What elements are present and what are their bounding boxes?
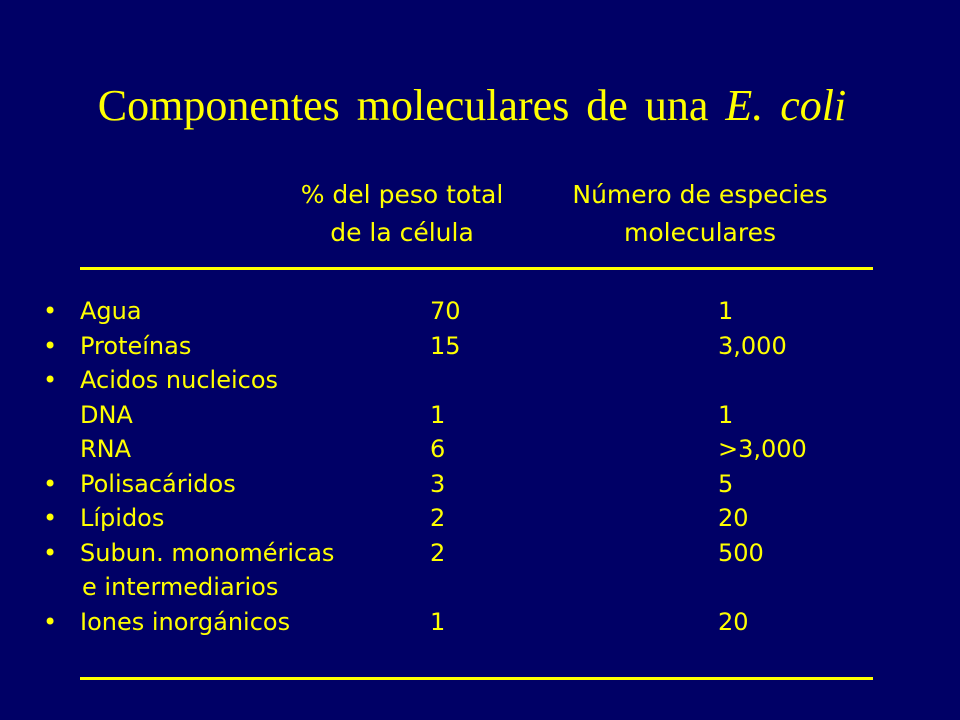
table-row	[0, 467, 960, 502]
row-weight-value: 6	[430, 435, 446, 463]
row-species-value: 500	[718, 538, 764, 567]
bullet-icon: •	[43, 469, 58, 498]
bullet-icon: •	[43, 297, 58, 325]
title-species: E. coli	[725, 81, 847, 130]
table-row	[0, 536, 960, 571]
row-label: RNA	[80, 435, 132, 463]
row-label: Acidos nucleicos	[80, 366, 279, 394]
row-species-value: >3,000	[718, 435, 807, 463]
table-body	[0, 294, 960, 639]
row-species-value: 1	[718, 297, 734, 325]
bullet-icon: •	[43, 331, 58, 360]
row-weight-value: 1	[430, 607, 446, 636]
row-species-value: 1	[718, 400, 734, 429]
bullet-icon: •	[43, 538, 58, 567]
row-label: Lípidos	[80, 504, 165, 532]
row-species-value: 5	[718, 469, 734, 498]
column-header-weight-line1: % del peso total	[300, 180, 504, 209]
table-row	[0, 363, 960, 398]
row-label: Iones inorgánicos	[80, 607, 291, 636]
table-row	[0, 398, 960, 433]
row-label: Polisacáridos	[80, 469, 236, 498]
column-header-species-line1: Número de especies	[572, 180, 828, 209]
row-label: Proteínas	[80, 331, 192, 360]
row-weight-value: 1	[430, 400, 446, 429]
row-species-value: 20	[718, 607, 749, 636]
row-label: DNA	[80, 400, 133, 429]
row-label: e intermediarios	[82, 573, 279, 601]
row-label: Agua	[80, 297, 142, 325]
row-weight-value: 15	[430, 331, 461, 360]
title-main: Componentes moleculares de una	[97, 81, 709, 130]
column-header-species-line2: moleculares	[624, 218, 776, 247]
table-row	[0, 294, 960, 329]
bottom-rule	[80, 677, 873, 680]
row-weight-value: 3	[430, 469, 446, 498]
table-row	[0, 501, 960, 536]
bullet-icon: •	[43, 366, 58, 394]
column-header-weight-line2: de la célula	[330, 218, 474, 247]
row-weight-value: 70	[430, 297, 461, 325]
row-species-value: 20	[718, 504, 749, 532]
table-row	[0, 605, 960, 640]
row-species-value: 3,000	[718, 331, 787, 360]
row-weight-value: 2	[430, 538, 446, 567]
row-weight-value: 2	[430, 504, 446, 532]
top-rule	[80, 267, 873, 270]
table-row	[0, 329, 960, 364]
slide-title	[0, 78, 944, 134]
column-header-weight	[266, 176, 538, 252]
column-header-species	[545, 176, 855, 252]
table-row	[0, 432, 960, 467]
row-label: Subun. monoméricas	[80, 538, 335, 567]
bullet-icon: •	[43, 504, 58, 532]
table-row	[0, 570, 960, 605]
bullet-icon: •	[43, 607, 58, 636]
